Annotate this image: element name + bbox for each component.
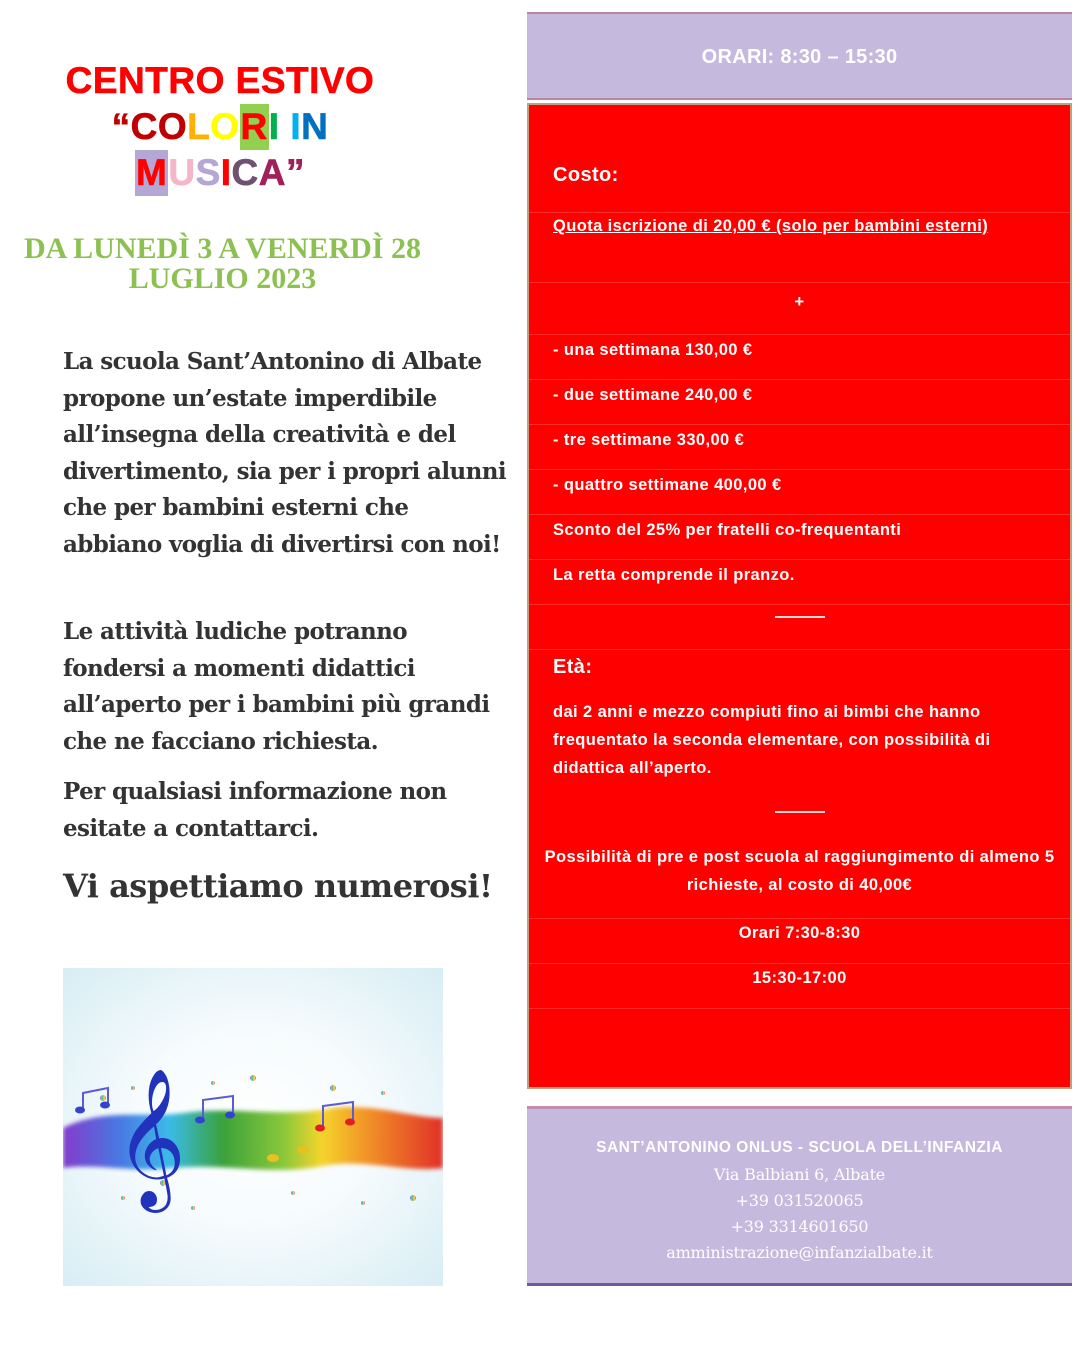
welcome-message: Vi aspettiamo numerosi! bbox=[63, 867, 493, 905]
hours-text: ORARI: 8:30 – 15:30 bbox=[701, 46, 898, 68]
registration-fee: Quota iscrizione di 20,00 € (solo per bambini esterni) bbox=[553, 217, 989, 235]
lunch-included: La retta comprende il pranzo. bbox=[553, 566, 795, 584]
address: Via Balbiani 6, Albate bbox=[713, 1165, 886, 1184]
dates-line-2: LUGLIO 2023 bbox=[128, 262, 317, 295]
title-line3-letter: S bbox=[195, 152, 221, 193]
week-price-1: - una settimana 130,00 € bbox=[553, 341, 753, 359]
row-extra-hours-1 bbox=[529, 919, 1070, 964]
flyer-title bbox=[40, 58, 400, 196]
extra-hours-afternoon: 15:30-17:00 bbox=[752, 969, 847, 987]
row-week-1 bbox=[529, 335, 1070, 380]
organization-name: SANT’ANTONINO ONLUS - SCUOLA DELL’INFANZIA bbox=[596, 1139, 1003, 1156]
title-line2-letter: O bbox=[157, 106, 188, 147]
title-line2-letter: “ bbox=[111, 106, 131, 147]
cost-heading: Costo: bbox=[553, 164, 619, 186]
week-price-4: - quattro settimane 400,00 € bbox=[553, 476, 782, 494]
dates-line-1: DA LUNEDÌ 3 A VENERDÌ 28 bbox=[23, 232, 422, 265]
music-notes-image bbox=[63, 968, 443, 1286]
row-lunch bbox=[529, 560, 1070, 605]
pre-post-school-info: Possibilità di pre e post scuola al raggiungimento di almeno 5 richieste, al costo di 40,00€ bbox=[544, 848, 1055, 894]
row-plus bbox=[529, 283, 1070, 335]
contact-footer bbox=[527, 1106, 1072, 1286]
title-line3-letter: ” bbox=[286, 152, 305, 193]
title-line2-letter: C bbox=[130, 106, 158, 147]
row-discount bbox=[529, 515, 1070, 560]
separator-line bbox=[775, 616, 825, 618]
plus-sign: + bbox=[794, 293, 805, 311]
phone-mobile: +39 3314601650 bbox=[730, 1217, 869, 1236]
week-price-2: - due settimane 240,00 € bbox=[553, 386, 753, 404]
row-week-3 bbox=[529, 425, 1070, 470]
title-line2-letter bbox=[280, 104, 291, 150]
treble-clef-music-notes-splash-icon bbox=[63, 968, 443, 1286]
title-line-colori-in bbox=[40, 104, 400, 150]
svg-text:𝄞: 𝄞 bbox=[115, 1068, 186, 1207]
title-line2-letter: N bbox=[301, 106, 329, 147]
row-registration bbox=[529, 213, 1070, 283]
intro-paragraph: La scuola Sant’Antonino di Albate propone un’estate imperdibile all’insegna della creatività e del divertimento, sia per i propri alunni che per bambini esterni che abbiano voglia di divertirsi con noi! bbox=[63, 348, 506, 558]
title-line3-letter: M bbox=[135, 150, 168, 196]
week-price-3: - tre settimane 330,00 € bbox=[553, 431, 745, 449]
title-line3-letter: A bbox=[258, 152, 286, 193]
separator-line bbox=[775, 811, 825, 813]
title-line-centro-estivo: CENTRO ESTIVO bbox=[65, 60, 375, 101]
title-line2-letter: L bbox=[187, 106, 211, 147]
row-separator-1 bbox=[529, 605, 1070, 650]
age-description: dai 2 anni e mezzo compiuti fino ai bimbi che hanno frequentato la seconda elementare, con possibilità di didattica all’aperto. bbox=[553, 703, 991, 777]
pricing-panel bbox=[527, 103, 1072, 1089]
sibling-discount: Sconto del 25% per fratelli co-frequentanti bbox=[553, 521, 902, 539]
hours-banner bbox=[527, 12, 1072, 100]
title-line3-letter: C bbox=[231, 152, 259, 193]
contact-paragraph: Per qualsiasi informazione non esitate a contattarci. bbox=[63, 778, 447, 842]
extra-hours-morning: Orari 7:30-8:30 bbox=[738, 924, 861, 942]
title-line3-letter: U bbox=[168, 152, 196, 193]
title-line2-letter: I bbox=[290, 106, 302, 147]
title-line2-letter: O bbox=[210, 106, 240, 147]
title-line3-letter: I bbox=[220, 152, 232, 193]
row-extra-service bbox=[529, 843, 1070, 919]
title-line2-letter: R bbox=[240, 104, 269, 150]
row-week-4 bbox=[529, 470, 1070, 515]
event-dates bbox=[0, 234, 445, 294]
email-address: amministrazione@infanzialbate.it bbox=[666, 1243, 933, 1262]
phone-landline: +39 031520065 bbox=[735, 1191, 864, 1210]
title-line2-letter: I bbox=[268, 106, 280, 147]
activities-paragraph: Le attività ludiche potranno fondersi a momenti didattici all’aperto per i bambini più grandi che ne facciano richiesta. bbox=[63, 618, 490, 755]
row-age-text bbox=[529, 698, 1070, 848]
age-heading: Età: bbox=[553, 656, 593, 678]
row-extra-hours-2 bbox=[529, 964, 1070, 1009]
title-line-musica bbox=[40, 150, 400, 196]
row-cost-heading bbox=[529, 105, 1070, 213]
row-week-2 bbox=[529, 380, 1070, 425]
